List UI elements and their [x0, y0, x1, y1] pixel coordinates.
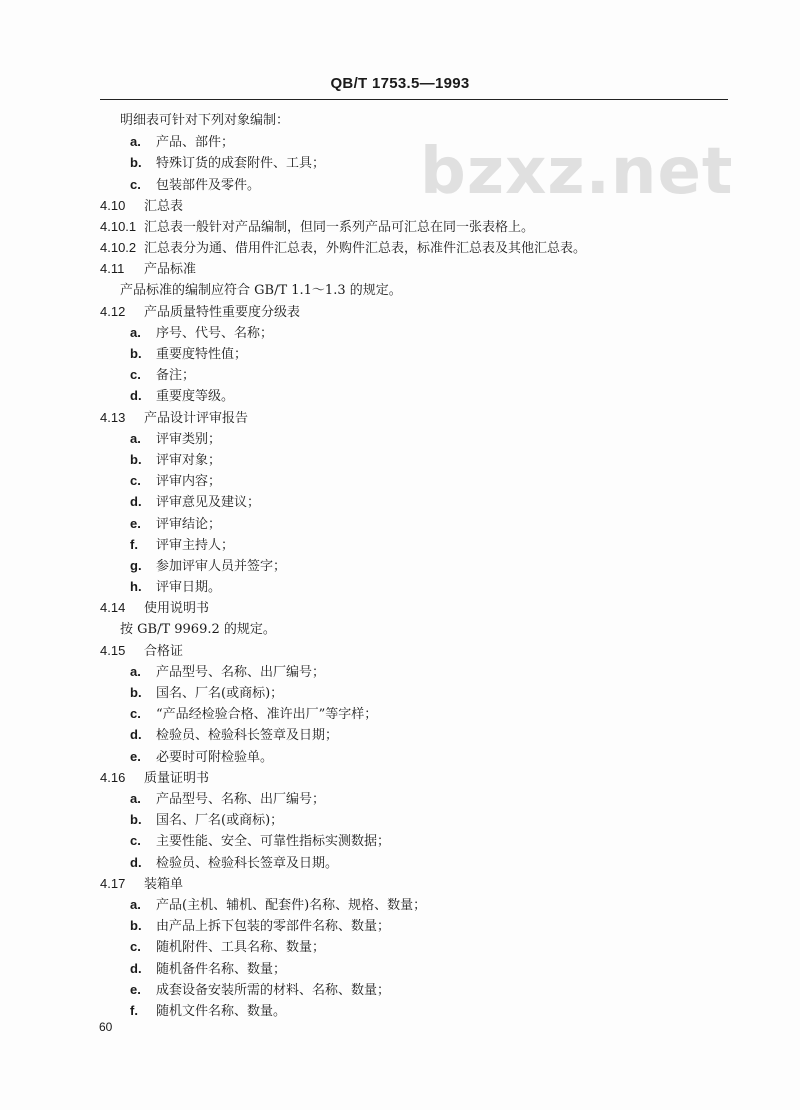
list-item-marker: b.	[130, 155, 142, 171]
list-item-text: 评审结论；	[156, 516, 222, 532]
list-item-marker: a.	[130, 896, 141, 912]
list-item	[100, 852, 740, 873]
list-item-marker: h.	[130, 579, 142, 595]
list-item	[100, 979, 740, 1000]
list-item-text: 评审对象；	[156, 453, 222, 468]
list-item-text: 产品型号、名称、出厂编号；	[156, 792, 326, 807]
section-number: 4.10.2	[100, 240, 137, 256]
list-item-text: 检验员、检验科长签章及日期；	[156, 728, 339, 744]
standard-number-header: QB/T 1753.5—1993	[330, 75, 470, 92]
list-item-marker: g.	[130, 557, 142, 573]
list-item-text: 产品型号、名称、出厂编号；	[156, 664, 326, 680]
section-text: 汇总表一般针对产品编制，但同一系列产品可汇总在同一张表格上。	[144, 219, 535, 235]
section-heading	[100, 216, 740, 237]
section-text: 产品标准	[144, 262, 197, 278]
list-item	[100, 661, 740, 682]
section-heading	[100, 195, 740, 216]
list-item-marker: c.	[130, 706, 141, 722]
section-heading	[100, 873, 740, 894]
list-item-text: 备注；	[156, 368, 196, 384]
section-number: 4.13	[100, 409, 126, 425]
list-item	[100, 534, 740, 555]
list-item-marker: b.	[130, 452, 142, 467]
list-item-text: 国名、厂名(或商标)；	[156, 686, 284, 702]
section-number: 4.10.1	[100, 218, 137, 234]
list-item-marker: c.	[130, 367, 141, 383]
list-item-marker: a.	[130, 134, 141, 150]
list-item-text: “产品经检验合格、准许出厂”等字样；	[156, 707, 378, 723]
list-item-marker: b.	[130, 685, 142, 701]
list-item-text: 随机附件、工具名称、数量；	[156, 940, 326, 956]
list-item	[100, 576, 740, 597]
section-heading	[100, 767, 740, 788]
list-item-text: 评审类别；	[156, 431, 222, 447]
list-item-marker: a.	[130, 430, 141, 446]
section-text: 产品质量特性重要度分级表	[144, 304, 301, 320]
header-rule	[100, 99, 728, 100]
list-item-text: 检验员、检验科长签章及日期。	[156, 855, 339, 871]
list-item-text: 产品、部件；	[156, 135, 235, 151]
list-item-marker: d.	[130, 388, 142, 404]
section-text: 质量证明书	[144, 770, 210, 786]
list-item-marker: e.	[130, 981, 141, 997]
section-heading	[100, 640, 740, 661]
section-text: 合格证	[144, 643, 184, 659]
list-item-marker: b.	[130, 346, 142, 362]
list-item-marker: d.	[130, 854, 142, 870]
list-item-marker: a.	[130, 324, 141, 340]
list-item-text: 序号、代号、名称；	[156, 325, 274, 341]
list-item	[100, 131, 740, 152]
section-number: 4.15	[100, 642, 126, 658]
section-heading	[100, 301, 740, 322]
document-body	[100, 110, 740, 1021]
list-item	[100, 428, 740, 449]
paragraph: 明细表可针对下列对象编制：	[120, 113, 290, 128]
list-item-text: 产品(主机、辅机、配套件)名称、规格、数量；	[156, 897, 427, 913]
list-item	[100, 322, 740, 343]
list-item-text: 必要时可附检验单。	[156, 749, 274, 765]
list-item	[100, 703, 740, 724]
list-item-text: 随机文件名称、数量。	[156, 1003, 287, 1019]
list-item	[100, 788, 740, 809]
list-item	[100, 470, 740, 491]
list-item-text: 随机备件名称、数量；	[156, 961, 287, 977]
list-item-marker: e.	[130, 515, 141, 531]
list-item	[100, 152, 740, 173]
list-item-marker: c.	[130, 473, 141, 489]
list-item	[100, 513, 740, 534]
list-item-marker: f.	[130, 1002, 138, 1018]
list-item-marker: c.	[130, 939, 141, 955]
list-item-marker: c.	[130, 176, 141, 192]
section-number: 4.12	[100, 303, 126, 319]
section-text: 汇总表分为通、借用件汇总表，外购件汇总表，标准件汇总表及其他汇总表。	[144, 241, 587, 257]
list-item-marker: b.	[130, 812, 142, 828]
section-number: 4.14	[100, 600, 126, 616]
section-heading	[100, 597, 740, 618]
list-item-marker: a.	[130, 791, 141, 806]
list-item	[100, 809, 740, 830]
list-item	[100, 936, 740, 957]
page-number: 60	[99, 1020, 113, 1034]
list-item	[100, 343, 740, 364]
list-item-marker: d.	[130, 727, 142, 743]
section-text: 产品设计评审报告	[144, 410, 249, 426]
section-text: 使用说明书	[144, 601, 210, 617]
watermark: bzxz.net	[420, 135, 734, 209]
section-heading	[100, 237, 740, 258]
list-item-text: 成套设备安装所需的材料、名称、数量；	[156, 982, 391, 998]
list-item-marker: a.	[130, 663, 141, 679]
list-item-text: 参加评审人员并签字；	[156, 558, 287, 574]
list-item	[100, 746, 740, 767]
list-item	[100, 555, 740, 576]
section-heading	[100, 407, 740, 428]
list-item-text: 评审主持人；	[156, 537, 235, 553]
list-item-marker: f.	[130, 536, 138, 552]
list-item	[100, 958, 740, 979]
section-text: 汇总表	[144, 198, 184, 214]
list-item	[100, 724, 740, 745]
paragraph: 按 GB/T 9969.2 的规定。	[120, 621, 276, 637]
list-item	[100, 915, 740, 936]
list-item-text: 重要度特性值；	[156, 347, 248, 363]
list-item-text: 评审日期。	[156, 580, 222, 596]
section-number: 4.11	[100, 261, 125, 277]
section-number: 4.16	[100, 769, 126, 785]
list-item	[100, 830, 740, 851]
list-item-text: 包装部件及零件。	[156, 177, 261, 193]
section-text: 装箱单	[144, 876, 184, 892]
list-item-text: 评审内容；	[156, 474, 222, 490]
list-item-marker: d.	[130, 494, 142, 510]
list-item-text: 评审意见及建议；	[156, 495, 261, 511]
list-item	[100, 491, 740, 512]
list-item-marker: c.	[130, 833, 141, 849]
paragraph: 产品标准的编制应符合 GB/T 1.1～1.3 的规定。	[120, 282, 402, 298]
list-item	[100, 385, 740, 406]
list-item-marker: d.	[130, 960, 142, 976]
list-item-text: 特殊订货的成套附件、工具；	[156, 156, 326, 172]
list-item	[100, 174, 740, 195]
list-item-text: 主要性能、安全、可靠性指标实测数据；	[156, 834, 391, 850]
section-heading	[100, 258, 740, 279]
list-item-text: 重要度等级。	[156, 389, 235, 405]
list-item	[100, 364, 740, 385]
list-item-text: 由产品上拆下包装的零部件名称、数量；	[156, 919, 391, 935]
list-item	[100, 682, 740, 703]
list-item	[100, 894, 740, 915]
section-number: 4.10	[100, 197, 126, 213]
list-item-marker: e.	[130, 748, 141, 764]
list-item	[100, 449, 740, 470]
list-item	[100, 1000, 740, 1021]
list-item-text: 国名、厂名(或商标)；	[156, 813, 284, 829]
section-number: 4.17	[100, 875, 126, 891]
list-item-marker: b.	[130, 918, 142, 934]
